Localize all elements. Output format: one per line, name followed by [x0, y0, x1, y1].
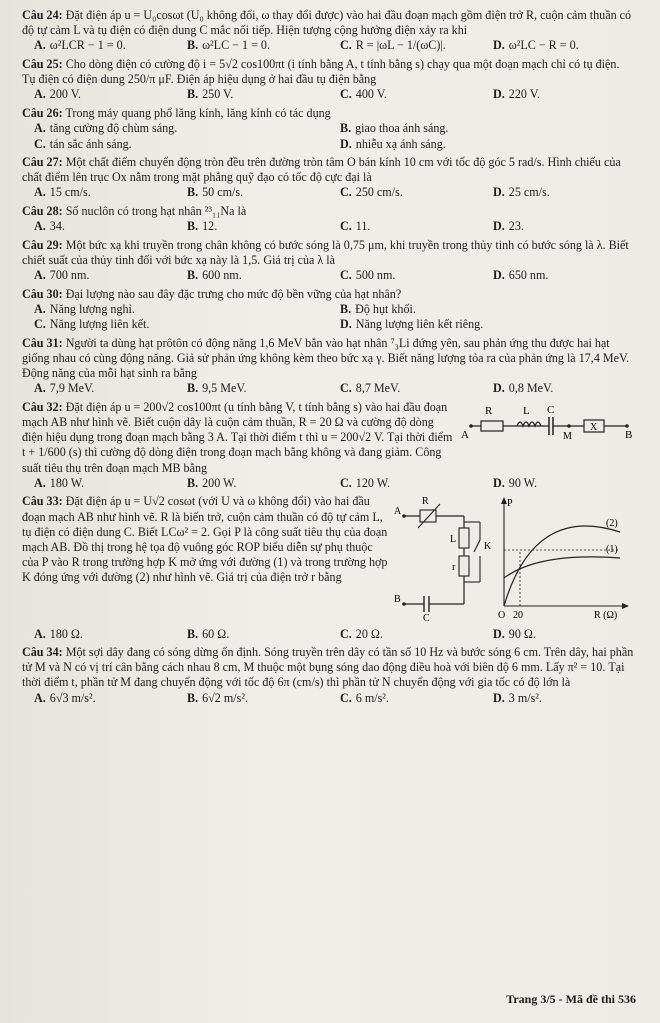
answer-option	[481, 185, 634, 201]
option-key: D.	[493, 626, 505, 641]
option-text: 0,8 MeV.	[508, 381, 554, 396]
question-text: Một sợi dây đang có sóng dừng ổn định. Sóng truyền trên dây có tần số 10 Hz và bước sóng 6 cm. Trên dây, hai phần tử M và N có vị trí cân bằng cách nhau 8 cm, M thuộc một bụng sóng dao động điều hoà với biên độ 6 mm. Lấy π² = 10. Tại thời điểm t, phần tử M đang chuyển động với tốc độ 6π (cm/s) thì phần tử N chuyển động với gia tốc có độ lớn là	[22, 645, 634, 690]
question-stem	[22, 336, 634, 382]
option-key: A.	[34, 38, 46, 53]
question-stem-row	[22, 238, 634, 268]
option-text: 11.	[355, 219, 371, 234]
option-key: B.	[340, 121, 352, 136]
option-key: C.	[34, 317, 46, 332]
question-stem-row	[22, 494, 634, 626]
option-key: C.	[34, 136, 46, 151]
page-footer: Trang 3/5 - Mã đề thi 536	[506, 992, 636, 1006]
question-30	[22, 287, 634, 333]
option-text: 20 Ω.	[355, 626, 383, 641]
answer-option	[328, 219, 481, 235]
answer-option	[175, 38, 328, 54]
option-text: 500 nm.	[355, 268, 396, 283]
option-text: 90 Ω.	[508, 626, 536, 641]
answer-option	[22, 219, 175, 235]
question-text: Trong máy quang phổ lăng kính, lăng kính có tác dụng	[65, 105, 331, 120]
question-number: Câu 29:	[22, 237, 63, 252]
answer-option	[481, 87, 634, 103]
circuit-and-graph-33	[394, 494, 634, 622]
option-key: B.	[187, 381, 199, 396]
option-text: Năng lượng nghỉ.	[49, 301, 135, 316]
option-key: C.	[340, 626, 352, 641]
answer-options	[22, 268, 634, 284]
question-text: Đặt điện áp u = 200√2 cos100πt (u tính bằng V, t tính bằng s) vào hai đầu đoạn mạch AB như hình vẽ. Biết cuộn dây là cuộn cảm thuần, R = 20 Ω và cường độ dòng điện hiệu dụng trong đoạn mạch bằng 3 A. Tại thời điểm t thì u = 200√2 V. Tại thời điểm t + 1/600 (s) thì cường độ dòng điện trong đoạn mạch bằng không và đang giảm. Công suất tiêu thụ trên đoạn mạch MB bằng	[22, 399, 453, 475]
answer-option	[175, 381, 328, 397]
answer-option	[481, 38, 634, 54]
fig33-axis-r: R (Ω)	[594, 610, 618, 622]
option-key: C.	[340, 381, 352, 396]
answer-option	[22, 137, 328, 153]
option-text: 180 W.	[49, 475, 85, 490]
answer-option	[328, 476, 481, 492]
answer-option	[481, 219, 634, 235]
question-text: Cho dòng điện có cường độ i = 5√2 cos100πt (i tính bằng A, t tính bằng s) chạy qua một đoạn mạch chỉ có tụ điện. Tụ điện có điện dung 250/π μF. Điện áp hiệu dụng ở hai đầu tụ điện bằng	[22, 56, 620, 87]
option-key: D.	[493, 690, 505, 705]
option-text: 180 Ω.	[49, 626, 83, 641]
fig33-label-r: R	[422, 496, 429, 508]
fig33-origin: O	[498, 610, 506, 622]
option-key: C.	[340, 690, 352, 705]
question-stem	[22, 400, 453, 476]
option-text: 60 Ω.	[202, 626, 230, 641]
answer-options	[22, 185, 634, 201]
option-key: B.	[187, 219, 199, 234]
question-stem	[22, 57, 634, 87]
option-key: A.	[34, 475, 46, 490]
answer-options	[22, 381, 634, 397]
option-key: C.	[340, 87, 352, 102]
option-key: C.	[340, 185, 352, 200]
option-key: D.	[493, 219, 505, 234]
option-text: 220 V.	[508, 87, 540, 102]
option-key: B.	[187, 185, 199, 200]
answer-option	[328, 121, 634, 137]
option-text: 250 V.	[202, 87, 234, 102]
answer-option	[328, 137, 634, 153]
fig32-label-b: B	[625, 428, 633, 440]
fig32-label-x: X	[590, 421, 598, 433]
fig32-label-l: L	[523, 404, 530, 417]
answer-options	[22, 476, 634, 492]
option-text: 8,7 MeV.	[355, 381, 401, 396]
option-key: D.	[493, 268, 505, 283]
option-key: B.	[187, 87, 199, 102]
question-stem-row	[22, 57, 634, 87]
option-text: Năng lượng liên kết.	[49, 317, 150, 332]
answer-option	[328, 185, 481, 201]
option-text: 700 nm.	[49, 268, 90, 283]
question-stem	[22, 287, 634, 302]
answer-option	[22, 302, 328, 318]
question-stem-row	[22, 155, 634, 185]
option-text: 6 m/s².	[355, 690, 389, 705]
option-text: 9,5 MeV.	[202, 381, 247, 396]
fig32-label-r: R	[485, 404, 493, 417]
answer-option	[22, 121, 328, 137]
question-stem-row	[22, 336, 634, 382]
option-text: 650 nm.	[508, 268, 549, 283]
option-text: 200 W.	[202, 475, 237, 490]
option-key: B.	[187, 475, 199, 490]
question-24	[22, 8, 634, 54]
option-text: 7,9 MeV.	[49, 381, 95, 396]
question-stem	[22, 106, 634, 121]
fig33-label-small-r: r	[452, 562, 456, 574]
question-text: Đặt điện áp u = U√2 cosωt (với U và ω không đổi) vào hai đầu đoạn mạch AB như hình vẽ. R là biến trở, cuộn cảm thuần có độ tự cảm L, tụ điện có điện dung C. Biết LCω² = 2. Gọi P là công suất tiêu thụ của đoạn mạch AB. Đồ thị trong hệ tọa độ vuông góc ROP biểu diễn sự phụ thuộc của P vào R trong trường hợp K mở ứng với đường (1) và trong trường hợp K đóng ứng với đường (2) như hình vẽ. Giá trị của điện trở r bằng	[22, 494, 388, 585]
figure-33	[394, 494, 634, 626]
option-text: Năng lượng liên kết riêng.	[355, 317, 484, 332]
answer-option	[481, 476, 634, 492]
answer-option	[328, 302, 634, 318]
option-key: A.	[34, 301, 46, 316]
question-number: Câu 27:	[22, 155, 63, 170]
answer-option	[175, 476, 328, 492]
option-text: 15 cm/s.	[49, 185, 91, 200]
circuit-diagram-32	[459, 400, 634, 440]
answer-option	[22, 627, 175, 643]
fig32-label-c: C	[547, 403, 555, 416]
option-text: nhiễu xạ ánh sáng.	[355, 136, 446, 151]
question-number: Câu 28:	[22, 203, 63, 218]
answer-option	[175, 691, 328, 707]
option-text: 250 cm/s.	[355, 185, 403, 200]
question-list	[22, 8, 634, 706]
question-text: Đại lượng nào sau đây đặc trưng cho mức độ bền vững của hạt nhân?	[65, 286, 402, 301]
question-33	[22, 494, 634, 642]
answer-option	[328, 381, 481, 397]
figure-32	[459, 400, 634, 444]
answer-option	[481, 627, 634, 643]
answer-option	[22, 268, 175, 284]
question-29	[22, 238, 634, 284]
question-number: Câu 33:	[22, 494, 63, 509]
answer-option	[175, 87, 328, 103]
fig33-label-a: A	[394, 506, 402, 518]
fig33-label-b: B	[394, 594, 401, 606]
option-key: C.	[340, 475, 352, 490]
answer-option	[22, 87, 175, 103]
answer-options	[22, 302, 634, 333]
answer-option	[175, 219, 328, 235]
answer-option	[22, 691, 175, 707]
option-key: D.	[493, 185, 505, 200]
option-text: R = |ωL − 1/(ωC)|.	[355, 38, 446, 53]
fig33-axis-p: P	[507, 498, 513, 510]
question-text: Số nuclôn có trong hạt nhân ²³₁₁Na là	[65, 203, 247, 218]
answer-options	[22, 38, 634, 54]
option-key: B.	[187, 268, 199, 283]
fig33-label-k: K	[484, 541, 492, 553]
question-25	[22, 57, 634, 103]
question-stem	[22, 238, 634, 268]
answer-option	[328, 87, 481, 103]
fig32-label-a: A	[461, 428, 469, 440]
question-stem-row	[22, 400, 634, 476]
answer-option	[175, 268, 328, 284]
question-number: Câu 32:	[22, 399, 63, 414]
answer-options	[22, 691, 634, 707]
option-text: 6√2 m/s².	[202, 690, 248, 705]
question-number: Câu 30:	[22, 286, 63, 301]
option-text: tăng cường độ chùm sáng.	[49, 121, 178, 136]
question-27	[22, 155, 634, 201]
option-key: A.	[34, 690, 46, 705]
option-key: B.	[187, 626, 199, 641]
answer-option	[22, 185, 175, 201]
option-text: 200 V.	[49, 87, 81, 102]
question-number: Câu 34:	[22, 645, 63, 660]
option-text: 23.	[508, 219, 524, 234]
fig33-label-c: C	[423, 613, 430, 623]
answer-option	[22, 317, 328, 333]
option-key: B.	[340, 301, 352, 316]
fig33-curve-1-label: (1)	[606, 544, 618, 556]
option-key: C.	[340, 38, 352, 53]
question-stem-row	[22, 645, 634, 691]
option-key: D.	[493, 38, 505, 53]
option-text: 34.	[49, 219, 65, 234]
option-key: B.	[187, 690, 199, 705]
option-key: D.	[493, 475, 505, 490]
option-text: 400 V.	[355, 87, 387, 102]
option-text: 120 W.	[355, 475, 391, 490]
option-key: A.	[34, 121, 46, 136]
question-number: Câu 24:	[22, 8, 63, 22]
question-number: Câu 26:	[22, 105, 63, 120]
option-text: giao thoa ánh sáng.	[355, 121, 449, 136]
option-text: 6√3 m/s².	[49, 690, 96, 705]
option-key: A.	[34, 268, 46, 283]
question-stem	[22, 645, 634, 691]
option-key: D.	[493, 381, 505, 396]
question-text: Người ta dùng hạt prôtôn có động năng 1,6 MeV bắn vào hạt nhân ⁷₃Li đứng yên, sau phản ứng thu được hai hạt giống nhau có cùng động năng. Giả sử phản ứng không kèm theo bức xạ γ. Biết năng lượng tỏa ra của phản ứng là 17,4 MeV. Động năng của mỗi hạt sinh ra bằng	[22, 335, 630, 381]
question-31	[22, 336, 634, 397]
question-text: Đặt điện áp u = U₀cosωt (U₀ không đổi, ω thay đổi được) vào hai đầu đoạn mạch gồm điện trở R, cuộn cảm thuần có độ tự cảm L và tụ điện có điện dung C mắc nối tiếp. Hiện tượng cộng hưởng điện xảy ra khi	[22, 8, 632, 38]
question-text: Một bức xạ khi truyền trong chân không có bước sóng là 0,75 μm, khi truyền trong thủy tinh có bước sóng là λ. Biết chiết suất của thủy tinh đối với bức xạ này là 1,5. Giá trị của λ là	[22, 237, 629, 267]
question-26	[22, 106, 634, 152]
option-text: 90 W.	[508, 475, 537, 490]
answer-option	[481, 691, 634, 707]
option-text: ω²LC − R = 0.	[508, 38, 579, 53]
answer-options	[22, 87, 634, 103]
option-key: C.	[340, 268, 352, 283]
fig33-tick-20: 20	[513, 610, 523, 622]
option-key: A.	[34, 185, 46, 200]
answer-option	[22, 38, 175, 54]
answer-options	[22, 121, 634, 152]
question-stem-row	[22, 8, 634, 38]
fig33-curve-2-label: (2)	[606, 518, 618, 530]
option-text: Độ hụt khối.	[355, 301, 416, 316]
fig32-label-m: M	[563, 430, 572, 440]
fig33-label-l: L	[450, 534, 457, 546]
question-stem-row	[22, 106, 634, 121]
question-number: Câu 25:	[22, 56, 63, 71]
question-text: Một chất điểm chuyển động tròn đều trên đường tròn tâm O bán kính 10 cm với tốc độ góc 5 rad/s. Hình chiếu của chất điểm lên trục Ox nằm trong mặt phẳng quỹ đạo có tốc độ cực đại là	[22, 155, 621, 185]
answer-option	[328, 268, 481, 284]
answer-option	[175, 185, 328, 201]
question-32	[22, 400, 634, 492]
option-text: tán sắc ánh sáng.	[49, 136, 132, 151]
option-key: D.	[493, 87, 505, 102]
option-text: 50 cm/s.	[202, 185, 244, 200]
question-stem	[22, 8, 634, 38]
option-text: 600 nm.	[202, 268, 242, 283]
answer-option	[481, 381, 634, 397]
answer-option	[328, 627, 481, 643]
answer-option	[328, 38, 481, 54]
option-text: 12.	[202, 219, 218, 234]
option-key: D.	[340, 317, 352, 332]
question-stem	[22, 494, 388, 585]
option-text: 3 m/s².	[508, 690, 542, 705]
answer-options	[22, 219, 634, 235]
question-number: Câu 31:	[22, 335, 63, 350]
question-stem-row	[22, 204, 634, 219]
option-key: B.	[187, 38, 199, 53]
answer-option	[175, 627, 328, 643]
answer-option	[481, 268, 634, 284]
question-stem	[22, 155, 634, 185]
option-text: 25 cm/s.	[508, 185, 550, 200]
option-key: A.	[34, 626, 46, 641]
option-key: D.	[340, 136, 352, 151]
question-34	[22, 645, 634, 706]
option-text: ω²LC − 1 = 0.	[202, 38, 270, 53]
answer-option	[22, 381, 175, 397]
answer-options	[22, 627, 634, 643]
option-key: C.	[340, 219, 352, 234]
question-28	[22, 204, 634, 235]
option-key: A.	[34, 381, 46, 396]
question-stem	[22, 204, 634, 219]
option-key: A.	[34, 219, 46, 234]
answer-option	[328, 691, 481, 707]
option-text: ω²LCR − 1 = 0.	[49, 38, 126, 53]
answer-option	[22, 476, 175, 492]
question-stem-row	[22, 287, 634, 302]
option-key: A.	[34, 87, 46, 102]
answer-option	[328, 317, 634, 333]
